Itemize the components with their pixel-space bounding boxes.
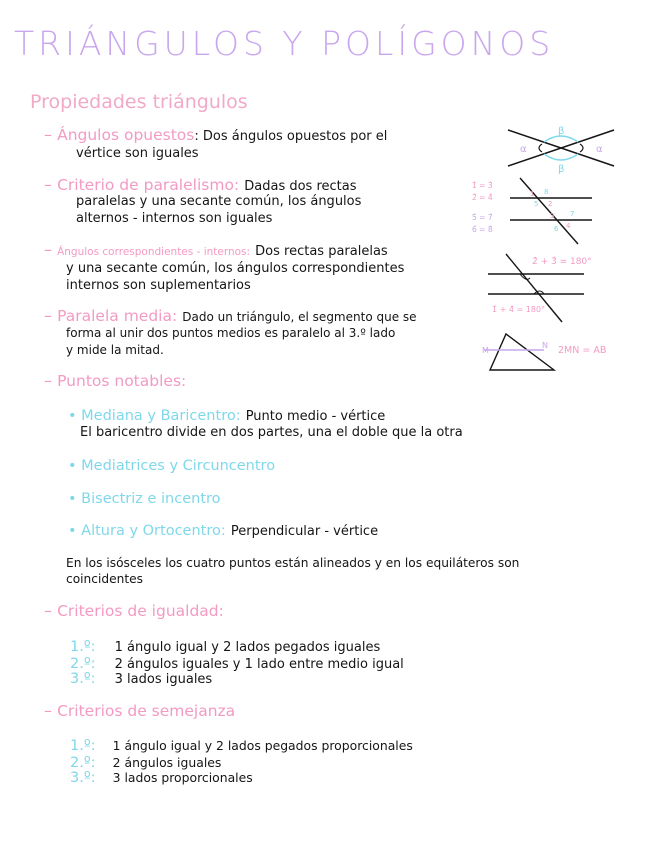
triangle [490, 334, 554, 370]
paralelismo-line1: Dadas dos rectas [244, 179, 357, 194]
opuestos-heading: Ángulos opuestos [57, 126, 195, 144]
paralela-heading: Paralela media: [57, 307, 178, 325]
arc-bottom [544, 154, 578, 160]
isosceles-line1: En los isósceles los cuatro puntos están alineados y en los equiláteros son [66, 556, 520, 570]
igualdad-num-2: 2.º: [70, 656, 96, 672]
notables-heading: Puntos notables: [57, 372, 187, 390]
semejanza-num-1: 1.º: [70, 738, 96, 754]
midline-equation: 2MN = AB [558, 345, 607, 356]
semejanza-heading-row [44, 701, 235, 720]
arc-right [580, 144, 583, 152]
angle-num-4: 4 [566, 222, 571, 230]
semejanza-num-2: 2.º: [70, 755, 96, 771]
alpha-right-label: α [596, 144, 603, 155]
mediatrices-label: Mediatrices y Circuncentro [81, 458, 276, 474]
bullet-dash: – [44, 701, 58, 720]
bullet-dash: – [44, 240, 58, 259]
beta-bottom-label: β [558, 164, 565, 175]
isosceles-line2: coincidentes [66, 572, 143, 586]
beta-top-label: β [558, 126, 565, 137]
paralela-line1: Dado un triángulo, el segmento que se [182, 310, 417, 324]
bottom-equation: 1̂ + 4̂ = 180° [492, 305, 546, 314]
bullet-dash: – [44, 371, 58, 390]
paralela-line2: forma al unir dos puntos medios es paralelo al 3.º lado [66, 326, 396, 340]
correspondientes-heading-row [44, 240, 388, 259]
paralela-media-diagram [482, 328, 622, 374]
correspondientes-line2: y una secante común, los ángulos correspondientes [66, 261, 405, 276]
page-title: TRIÁNGULOS Y POLÍGONOS [14, 24, 555, 63]
igualdad-num-1: 1.º: [70, 639, 96, 655]
bullet-dash: – [44, 601, 58, 620]
correspondientes-line1: Dos rectas paralelas [255, 244, 388, 259]
bisectriz-label: Bisectriz e incentro [81, 491, 221, 507]
opuestos-line2: vértice son iguales [76, 146, 199, 161]
paralelismo-heading: Criterio de paralelismo: [57, 176, 240, 194]
semejanza-heading: Criterios de semejanza [57, 702, 236, 720]
bullet-dash: – [44, 125, 58, 144]
subtitle: Propiedades triángulos [30, 91, 248, 113]
bullet-dot: • [68, 523, 82, 539]
label-n: N [542, 341, 548, 350]
correspondientes-heading: Ángulos correspondientes - internos: [57, 246, 251, 258]
paralelismo-line3: alternos - internos son iguales [76, 211, 273, 226]
angle-num-1: 1 [530, 190, 535, 198]
paralelismo-heading-row [44, 175, 357, 194]
opuestos-diagram [500, 122, 620, 174]
altura-label: Altura y Ortocentro: [81, 523, 226, 539]
top-equation: 2̂ + 3̂ = 180° [532, 257, 592, 267]
bullet-dot: • [68, 408, 82, 424]
label-m: M [482, 346, 489, 355]
arc-left [539, 144, 542, 152]
bisectriz-row [68, 488, 221, 507]
semejanza-text-2: 2 ángulos iguales [112, 755, 222, 770]
paralelismo-diagram [470, 176, 594, 248]
paralela-heading-row [44, 306, 417, 325]
angle-num-2: 2 [548, 200, 553, 208]
paralela-line3: y mide la mitad. [66, 343, 164, 357]
igualdad-text-3: 3 lados iguales [114, 672, 213, 687]
paralelismo-line2: paralelas y una secante común, los ángulos [76, 194, 362, 209]
angle-num-7: 7 [570, 210, 575, 218]
opuestos-heading-row [44, 125, 387, 144]
mediatrices-row [68, 455, 275, 474]
igualdad-num-3: 3.º: [70, 671, 96, 687]
igualdad-text-2: 2 ángulos iguales y 1 lado entre medio igual [114, 657, 404, 672]
angle-num-8: 8 [544, 188, 549, 196]
semejanza-num-3: 3.º: [70, 770, 96, 786]
notables-heading-row [44, 371, 186, 390]
correspondientes-line3: internos son suplementarios [66, 278, 251, 293]
altura-row [68, 520, 378, 539]
igualdad-heading: Criterios de igualdad: [57, 602, 224, 620]
bullet-dash: – [44, 175, 58, 194]
bullet-dash: – [44, 306, 58, 325]
eq-1-3: 1̂ = 3̂ [472, 181, 493, 190]
eq-2-4: 2̂ = 4̂ [472, 193, 493, 202]
mediana-row [68, 405, 385, 424]
correspondientes-diagram [484, 248, 610, 324]
baricentro-text: El baricentro divide en dos partes, una el doble que la otra [80, 425, 463, 440]
eq-5-7: 5̂ = 7̂ [472, 213, 493, 222]
igualdad-text-1: 1 ángulo igual y 2 lados pegados iguales [114, 640, 381, 655]
alpha-left-label: α [520, 144, 527, 155]
semejanza-text-3: 3 lados proporcionales [112, 770, 253, 785]
igualdad-item-3 [70, 668, 212, 687]
semejanza-text-1: 1 ángulo igual y 2 lados pegados proporcionales [112, 738, 413, 753]
igualdad-heading-row [44, 601, 224, 620]
mediana-label: Mediana y Baricentro: [81, 408, 241, 424]
angle-num-3: 3 [550, 212, 555, 220]
semejanza-item-3 [70, 767, 253, 786]
bullet-dot: • [68, 458, 82, 474]
altura-text: Perpendicular - vértice [230, 524, 379, 539]
mediana-text: Punto medio - vértice [245, 409, 386, 424]
angle-num-6: 6 [554, 225, 559, 233]
bullet-dot: • [68, 491, 82, 507]
eq-6-8: 6̂ = 8̂ [472, 225, 493, 234]
angle-num-5: 5 [534, 200, 539, 208]
opuestos-line1: : Dos ángulos opuestos por el [194, 129, 388, 144]
